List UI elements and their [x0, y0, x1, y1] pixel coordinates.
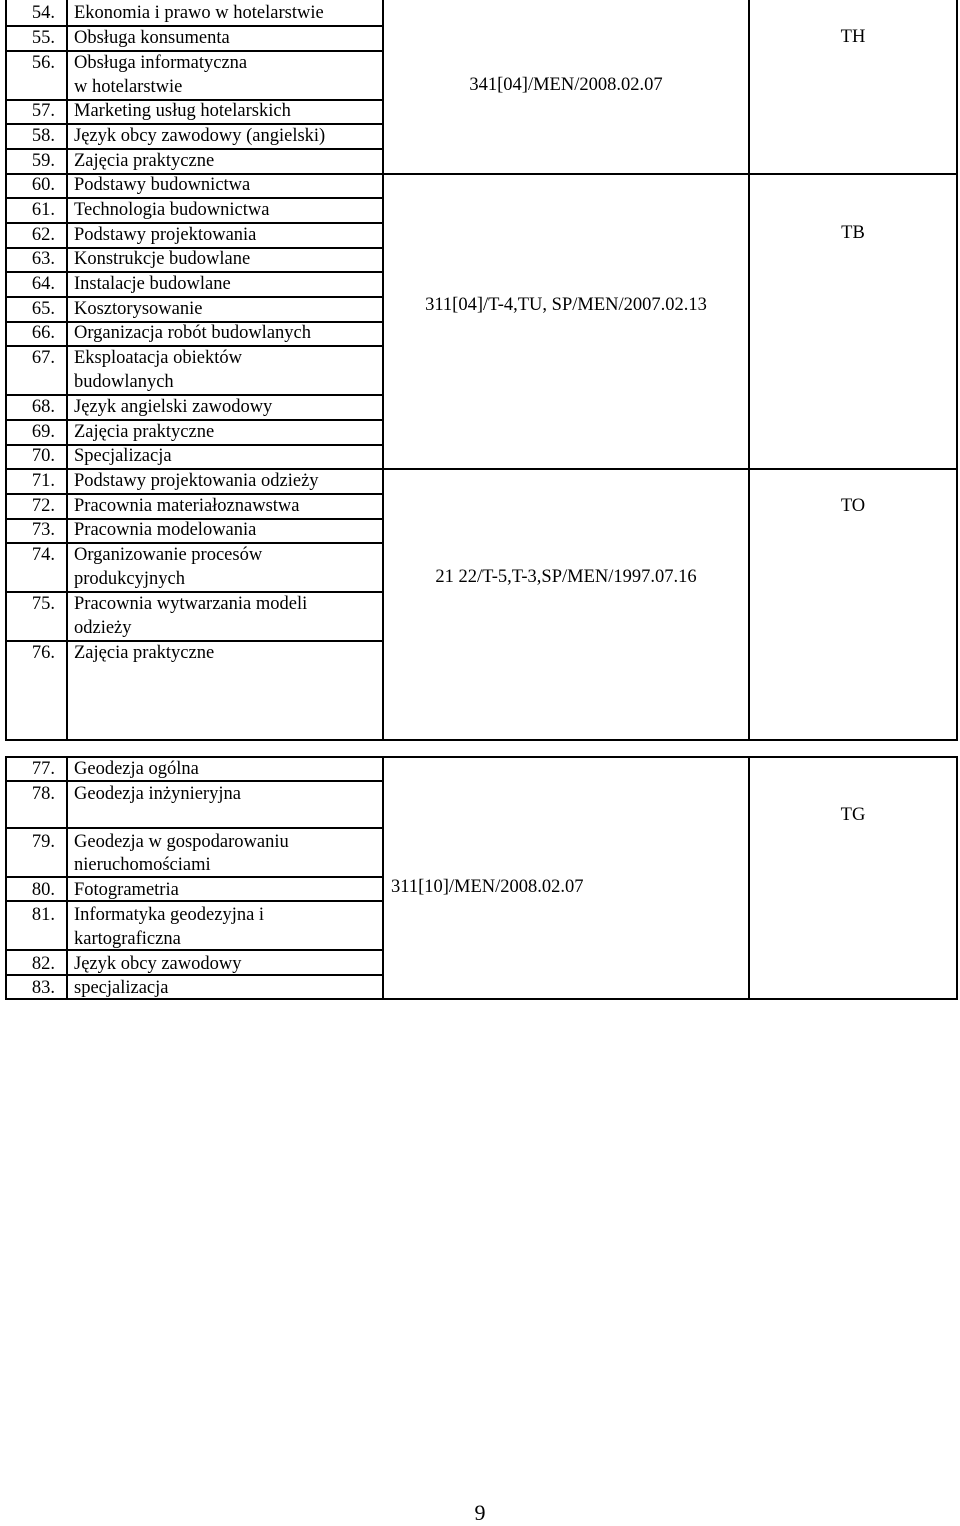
occupation-symbol: TB: [841, 223, 865, 243]
row-number: 60.: [31, 175, 55, 195]
subject-name-continued: produkcyjnych: [74, 569, 185, 589]
table-border: [5, 739, 958, 741]
row-number: 70.: [31, 446, 55, 466]
subject-name: Geodezja w gospodarowaniu: [74, 832, 289, 852]
row-number: 77.: [31, 759, 55, 779]
subject-name: Obsługa informatyczna: [74, 53, 248, 73]
row-divider: [5, 827, 384, 829]
subject-name: Język angielski zawodowy: [74, 397, 273, 417]
row-number: 78.: [31, 784, 55, 804]
subject-name-continued: w hotelarstwie: [74, 77, 183, 97]
row-number: 81.: [31, 905, 55, 925]
subject-name: Geodezja inżynieryjna: [74, 784, 241, 804]
subject-name-continued: kartograficzna: [74, 929, 181, 949]
page-number: 9: [474, 1500, 486, 1525]
subject-name: Pracownia wytwarzania modeli: [74, 594, 308, 614]
program-code: 21 22/T-5,T-3,SP/MEN/1997.07.16: [435, 567, 697, 587]
subject-name: Język obcy zawodowy (angielski): [74, 126, 326, 146]
subject-name: Ekonomia i prawo w hotelarstwie: [74, 3, 324, 23]
subject-name: Pracownia modelowania: [74, 520, 257, 540]
program-code: 341[04]/MEN/2008.02.07: [469, 75, 663, 95]
table-border: [748, 756, 750, 1000]
subject-name: Język obcy zawodowy: [74, 954, 242, 974]
subject-name: Kosztorysowanie: [74, 299, 203, 319]
row-number: 79.: [31, 832, 55, 852]
row-number: 74.: [31, 545, 55, 565]
subject-name: Zajęcia praktyczne: [74, 151, 215, 171]
row-number: 66.: [31, 323, 55, 343]
row-number: 83.: [31, 978, 55, 998]
row-number: 65.: [31, 299, 55, 319]
program-code: 311[10]/MEN/2008.02.07: [391, 877, 584, 897]
row-number: 68.: [31, 397, 55, 417]
row-number: 69.: [31, 422, 55, 442]
occupation-symbol: TO: [840, 496, 866, 516]
table-border: [748, 0, 750, 741]
subject-name: Technologia budownictwa: [74, 200, 270, 220]
table-border: [382, 0, 384, 741]
subject-name: Podstawy projektowania odzieży: [74, 471, 319, 491]
row-number: 80.: [31, 880, 55, 900]
subject-name: Podstawy budownictwa: [74, 175, 251, 195]
subject-name: Organizowanie procesów: [74, 545, 263, 565]
row-number: 54.: [31, 3, 55, 23]
subject-name: specjalizacja: [74, 978, 169, 998]
row-number: 58.: [31, 126, 55, 146]
subject-name: Geodezja ogólna: [74, 759, 199, 779]
row-number: 72.: [31, 496, 55, 516]
row-divider: [5, 949, 384, 951]
subject-name: Eksploatacja obiektów: [74, 348, 242, 368]
row-number: 82.: [31, 954, 55, 974]
row-number: 75.: [31, 594, 55, 614]
group-divider: [382, 173, 958, 175]
row-number: 76.: [31, 643, 55, 663]
row-divider: [5, 444, 384, 446]
row-number: 73.: [31, 520, 55, 540]
row-number: 55.: [31, 28, 55, 48]
table-border: [956, 756, 958, 1000]
subject-name: Konstrukcje budowlane: [74, 249, 251, 269]
row-number: 71.: [31, 471, 55, 491]
subject-name: Marketing usług hotelarskich: [74, 101, 291, 121]
table-border: [382, 756, 384, 1000]
row-divider: [5, 900, 384, 902]
subject-name-continued: nieruchomościami: [74, 855, 211, 875]
subject-name-continued: odzieży: [74, 618, 132, 638]
subject-name: Informatyka geodezyjna i: [74, 905, 265, 925]
program-code: 311[04]/T-4,TU, SP/MEN/2007.02.13: [425, 295, 707, 315]
subject-name: Podstawy projektowania: [74, 225, 257, 245]
subject-name: Zajęcia praktyczne: [74, 422, 215, 442]
subject-name: Organizacja robót budowlanych: [74, 323, 311, 343]
table-border: [66, 756, 68, 1000]
row-number: 56.: [31, 53, 55, 73]
row-number: 67.: [31, 348, 55, 368]
table-border: [66, 0, 68, 741]
subject-name: Obsługa konsumenta: [74, 28, 230, 48]
subject-name: Instalacje budowlane: [74, 274, 231, 294]
row-number: 57.: [31, 101, 55, 121]
subject-name-continued: budowlanych: [74, 372, 174, 392]
occupation-symbol: TH: [840, 27, 866, 47]
subject-name: Zajęcia praktyczne: [74, 643, 215, 663]
table-border: [956, 0, 958, 741]
group-divider: [382, 468, 958, 470]
row-number: 64.: [31, 274, 55, 294]
subject-name: Fotogrametria: [74, 880, 179, 900]
row-number: 62.: [31, 225, 55, 245]
row-number: 59.: [31, 151, 55, 171]
subject-name: Specjalizacja: [74, 446, 172, 466]
subject-name: Pracownia materiałoznawstwa: [74, 496, 300, 516]
row-number: 63.: [31, 249, 55, 269]
row-number: 61.: [31, 200, 55, 220]
occupation-symbol: TG: [840, 805, 866, 825]
